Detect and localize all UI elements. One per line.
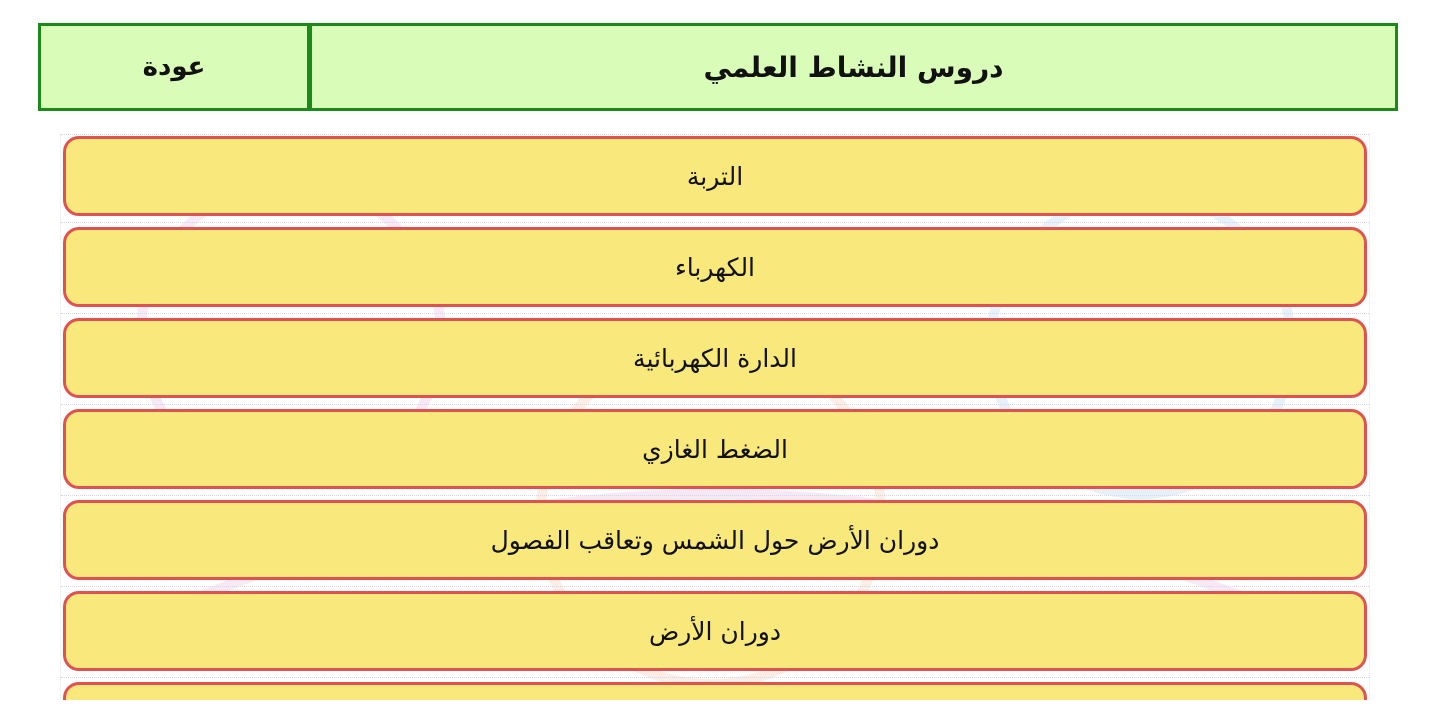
back-button-label: عودة xyxy=(142,52,206,82)
lessons-list[interactable] xyxy=(60,134,1370,700)
lesson-label: دوران الأرض حول الشمس وتعاقب الفصول xyxy=(490,525,940,555)
lesson-item-partial[interactable] xyxy=(63,682,1367,700)
page-title-text: دروس النشاط العلمي xyxy=(703,50,1004,84)
lesson-label: التربة xyxy=(686,161,744,191)
lesson-item-earth-revolution-seasons[interactable] xyxy=(63,500,1367,580)
lesson-item-gas-pressure[interactable] xyxy=(63,409,1367,489)
back-button[interactable] xyxy=(41,26,312,108)
list-separator xyxy=(61,313,1369,314)
lesson-label: الكهرباء xyxy=(674,252,756,282)
page-title xyxy=(312,26,1395,108)
lesson-item-soil[interactable] xyxy=(63,136,1367,216)
lesson-item-electric-circuit[interactable] xyxy=(63,318,1367,398)
list-separator xyxy=(61,404,1369,405)
lesson-label: الدارة الكهربائية xyxy=(633,343,797,373)
header-bar xyxy=(38,23,1398,111)
list-separator xyxy=(61,495,1369,496)
lesson-item-earth-rotation[interactable] xyxy=(63,591,1367,671)
lesson-item-electricity[interactable] xyxy=(63,227,1367,307)
list-separator xyxy=(61,222,1369,223)
lesson-label: دوران الأرض xyxy=(648,616,782,646)
list-separator xyxy=(61,586,1369,587)
list-separator xyxy=(61,677,1369,678)
list-separator xyxy=(61,134,1369,135)
lesson-label: الضغط الغازي xyxy=(642,434,788,464)
